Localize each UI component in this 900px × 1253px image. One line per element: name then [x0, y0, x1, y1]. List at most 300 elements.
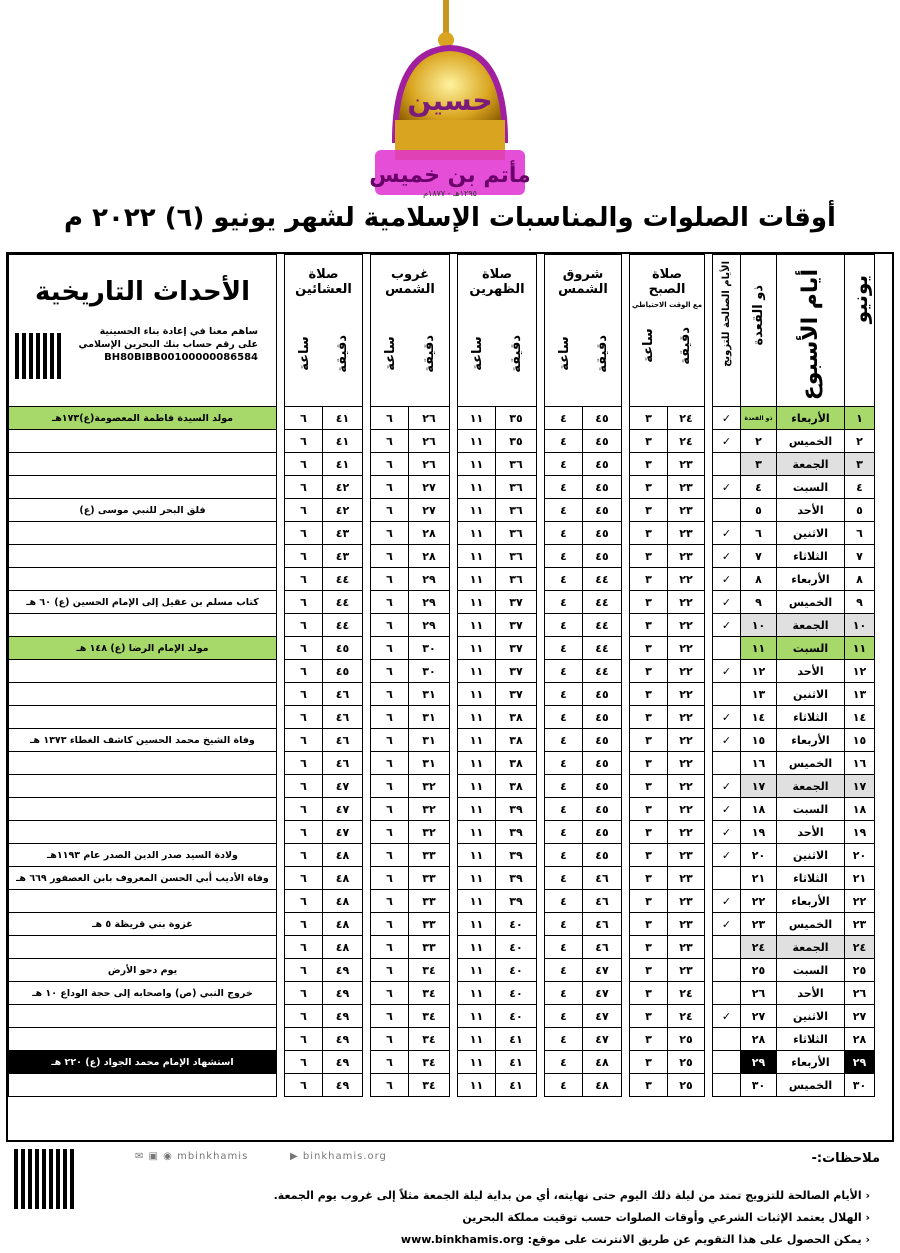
isha-minute: ٤٩	[323, 959, 363, 982]
weekday: الأربعاء	[777, 729, 845, 752]
isha-hour: ٦	[285, 775, 323, 798]
fajr-hour: ٣	[630, 637, 668, 660]
isha-hour: ٦	[285, 522, 323, 545]
weekday: الجمعة	[777, 936, 845, 959]
fajr-hour: ٣	[630, 913, 668, 936]
sunrise-minute: ٤٤	[583, 591, 622, 614]
calendar-row	[9, 752, 875, 775]
sunrise-hour: ٤	[545, 545, 583, 568]
weekday: الأربعاء	[777, 407, 845, 430]
hijri-day: ٢٩	[741, 1051, 777, 1074]
gregorian-day: ٣	[845, 453, 875, 476]
sunset-minute: ٣١	[409, 683, 450, 706]
dhuhr-minute: ٣٩	[496, 821, 537, 844]
calendar-row	[9, 821, 875, 844]
isha-hour: ٦	[285, 890, 323, 913]
sunset-hour: ٦	[371, 844, 409, 867]
sunrise-hour: ٤	[545, 476, 583, 499]
sunrise-minute: ٤٨	[583, 1074, 622, 1097]
weekday: الاثنين	[777, 522, 845, 545]
gregorian-day: ٩	[845, 591, 875, 614]
hijri-day: ٣٠	[741, 1074, 777, 1097]
marriage-check: ✓	[713, 660, 741, 683]
gregorian-day: ٤	[845, 476, 875, 499]
dhuhr-minute: ٣٦	[496, 499, 537, 522]
sunrise-minute: ٤٥	[583, 775, 622, 798]
marriage-check: ✓	[713, 821, 741, 844]
fajr-hour: ٣	[630, 1074, 668, 1097]
hijri-day: ٢	[741, 430, 777, 453]
dhuhr-minute: ٣٥	[496, 407, 537, 430]
fajr-hour: ٣	[630, 936, 668, 959]
sunset-hour: ٦	[371, 499, 409, 522]
sunset-minute: ٣١	[409, 752, 450, 775]
bullet-icon: ‹	[861, 1211, 870, 1224]
month-header: يونيو	[845, 255, 875, 407]
hijri-day: ٢٠	[741, 844, 777, 867]
isha-minute: ٤١	[323, 430, 363, 453]
hijri-day: ١٢	[741, 660, 777, 683]
dhuhr-hour: ١١	[458, 844, 496, 867]
event	[9, 775, 277, 798]
fajr-minute: ٢٣	[668, 936, 705, 959]
fajr-minute: ٢٣	[668, 890, 705, 913]
sunset-hour: ٦	[371, 660, 409, 683]
dhuhr-hour: ١١	[458, 821, 496, 844]
weekday: الخميس	[777, 913, 845, 936]
dhuhr-minute: ٣٨	[496, 706, 537, 729]
svg-text:١٢٩٥هـ - ١٨٧٧م: ١٢٩٥هـ - ١٨٧٧م	[423, 189, 477, 198]
sunset-minute: ٣٤	[409, 959, 450, 982]
isha-minute: ٤٨	[323, 844, 363, 867]
hijri-day: ١٠	[741, 614, 777, 637]
hijri-day: ٨	[741, 568, 777, 591]
sunrise-minute: ٤٥	[583, 706, 622, 729]
fajr-hour: ٣	[630, 614, 668, 637]
event	[9, 1005, 277, 1028]
gregorian-day: ٢٨	[845, 1028, 875, 1051]
marriage-check: ✓	[713, 522, 741, 545]
event: كتاب مسلم بن عقيل إلى الإمام الحسين (ع) ٦٠ هـ	[9, 591, 277, 614]
event	[9, 936, 277, 959]
isha-hour: ٦	[285, 798, 323, 821]
sunset-minute: ٣١	[409, 729, 450, 752]
weekday: الأحد	[777, 982, 845, 1005]
isha-hour: ٦	[285, 1074, 323, 1097]
youtube-handle[interactable]: ▶ binkhamis.org	[290, 1151, 387, 1162]
hijri-day: ١٨	[741, 798, 777, 821]
isha-hour: ٦	[285, 1028, 323, 1051]
sunrise-hour: ٤	[545, 959, 583, 982]
calendar-row	[9, 959, 875, 982]
isha-hour: ٦	[285, 936, 323, 959]
gregorian-day: ٣٠	[845, 1074, 875, 1097]
bullet-icon: ‹	[861, 1233, 870, 1246]
sunrise-hour: ٤	[545, 568, 583, 591]
sunset-hour: ٦	[371, 752, 409, 775]
dhuhr-minute: ٣٧	[496, 683, 537, 706]
dhuhr-minute: ٣٨	[496, 729, 537, 752]
fajr-minute: ٢٤	[668, 407, 705, 430]
sunset-hour: ٦	[371, 430, 409, 453]
sunset-minute: ٢٧	[409, 499, 450, 522]
fajr-minute: ٢٢	[668, 706, 705, 729]
gregorian-day: ٢٢	[845, 890, 875, 913]
fajr-hour: ٣	[630, 453, 668, 476]
weekday-header: أيام الأسبوع	[777, 255, 845, 407]
isha-minute: ٤٨	[323, 890, 363, 913]
isha-hour: ٦	[285, 568, 323, 591]
sunset-minute: ٢٨	[409, 545, 450, 568]
fajr-minute: ٢٣	[668, 844, 705, 867]
sunrise-minute: ٤٤	[583, 614, 622, 637]
weekday: السبت	[777, 959, 845, 982]
sunrise-minute: ٤٧	[583, 1028, 622, 1051]
weekday: الأربعاء	[777, 890, 845, 913]
sunrise-hour: ٤	[545, 591, 583, 614]
sunrise-hour: ٤	[545, 706, 583, 729]
calendar-row	[9, 568, 875, 591]
weekday: الاثنين	[777, 1005, 845, 1028]
isha-minute: ٤٩	[323, 982, 363, 1005]
sunrise-minute: ٤٥	[583, 522, 622, 545]
gregorian-day: ١٥	[845, 729, 875, 752]
sunset-minute: ٣٢	[409, 798, 450, 821]
event: يوم دحو الأرض	[9, 959, 277, 982]
footer	[0, 1145, 900, 1253]
fajr-hour: ٣	[630, 844, 668, 867]
sunset-minute: ٣٤	[409, 982, 450, 1005]
calendar-row	[9, 775, 875, 798]
event	[9, 476, 277, 499]
sunset-minute: ٢٩	[409, 591, 450, 614]
dhuhr-minute: ٣٧	[496, 660, 537, 683]
isha-header: صلاة العشائين دقيقة ساعة	[285, 255, 363, 407]
dhuhr-minute: ٣٩	[496, 867, 537, 890]
sunset-minute: ٣٠	[409, 660, 450, 683]
marriage-check	[713, 867, 741, 890]
note-marriage: ‹ الأيام الصالحة للتزويج تمتد من ليلة ذلك اليوم حتى نهايته، أي من بداية ليلة الجمعة مثلاً إلى غروب يوم الجمعة.	[273, 1189, 870, 1202]
fajr-minute: ٢٣	[668, 867, 705, 890]
isha-minute: ٤٩	[323, 1005, 363, 1028]
svg-text:حسين: حسين	[407, 84, 493, 117]
sunset-hour: ٦	[371, 729, 409, 752]
dhuhr-hour: ١١	[458, 1028, 496, 1051]
prayer-calendar-table	[8, 254, 875, 1097]
marriage-check	[713, 1051, 741, 1074]
fajr-hour: ٣	[630, 890, 668, 913]
dhuhr-hour: ١١	[458, 798, 496, 821]
isha-minute: ٤٦	[323, 683, 363, 706]
fajr-minute: ٢٥	[668, 1074, 705, 1097]
weekday: الخميس	[777, 752, 845, 775]
calendar-row	[9, 706, 875, 729]
weekday: الأربعاء	[777, 568, 845, 591]
isha-hour: ٦	[285, 706, 323, 729]
isha-minute: ٤٣	[323, 522, 363, 545]
calendar-row	[9, 844, 875, 867]
weekday: الأحد	[777, 660, 845, 683]
fajr-minute: ٢٥	[668, 1051, 705, 1074]
sunrise-minute: ٤٧	[583, 982, 622, 1005]
marriage-check: ✓	[713, 407, 741, 430]
dhuhr-hour: ١١	[458, 614, 496, 637]
gregorian-day: ١٩	[845, 821, 875, 844]
calendar-row	[9, 407, 875, 430]
event	[9, 683, 277, 706]
dhuhr-minute: ٣٥	[496, 430, 537, 453]
hijri-header: ذو القعدة	[741, 255, 777, 407]
dhuhr-minute: ٣٩	[496, 844, 537, 867]
event	[9, 430, 277, 453]
isha-hour: ٦	[285, 637, 323, 660]
fajr-hour: ٣	[630, 683, 668, 706]
calendar-row	[9, 867, 875, 890]
hijri-day: ١٣	[741, 683, 777, 706]
fajr-hour: ٣	[630, 499, 668, 522]
event: مولد السيدة فاطمة المعصومة(ع)١٧٣هـ	[9, 407, 277, 430]
isha-hour: ٦	[285, 407, 323, 430]
sunrise-minute: ٤٥	[583, 430, 622, 453]
gregorian-day: ١٤	[845, 706, 875, 729]
dhuhr-minute: ٣٦	[496, 453, 537, 476]
dhuhr-minute: ٣٧	[496, 637, 537, 660]
sunrise-minute: ٤٧	[583, 1005, 622, 1028]
fajr-hour: ٣	[630, 430, 668, 453]
dhuhr-minute: ٤٠	[496, 959, 537, 982]
gregorian-day: ٢٩	[845, 1051, 875, 1074]
hijri-day: ٦	[741, 522, 777, 545]
event: وفاة الأديب أبي الحسن المعروف بابن العصفور ٦٦٩ هـ	[9, 867, 277, 890]
hijri-day: ٢١	[741, 867, 777, 890]
sunset-minute: ٢٦	[409, 407, 450, 430]
gregorian-day: ١٠	[845, 614, 875, 637]
marriage-check: ✓	[713, 775, 741, 798]
isha-minute: ٤٩	[323, 1051, 363, 1074]
isha-minute: ٤١	[323, 453, 363, 476]
sunset-minute: ٣٤	[409, 1051, 450, 1074]
sunset-minute: ٢٧	[409, 476, 450, 499]
isha-hour: ٦	[285, 1005, 323, 1028]
gregorian-day: ٢٦	[845, 982, 875, 1005]
sunset-hour: ٦	[371, 522, 409, 545]
dhuhr-minute: ٣٦	[496, 476, 537, 499]
dhuhr-hour: ١١	[458, 568, 496, 591]
dhuhr-minute: ٤١	[496, 1051, 537, 1074]
calendar-row	[9, 545, 875, 568]
sunset-hour: ٦	[371, 706, 409, 729]
fajr-minute: ٢٣	[668, 522, 705, 545]
marriage-check: ✓	[713, 545, 741, 568]
event: فلق البحر للنبي موسى (ع)	[9, 499, 277, 522]
sunrise-hour: ٤	[545, 614, 583, 637]
fajr-minute: ٢٢	[668, 775, 705, 798]
sunrise-minute: ٤٤	[583, 568, 622, 591]
calendar-row	[9, 660, 875, 683]
event	[9, 1028, 277, 1051]
calendar-row	[9, 430, 875, 453]
dhuhr-hour: ١١	[458, 982, 496, 1005]
fajr-minute: ٢٤	[668, 1005, 705, 1028]
gregorian-day: ٢٠	[845, 844, 875, 867]
calendar-row	[9, 453, 875, 476]
marriage-check: ✓	[713, 591, 741, 614]
sunrise-hour: ٤	[545, 1005, 583, 1028]
fajr-minute: ٢٣	[668, 545, 705, 568]
social-handle[interactable]: ✉ ▣ ◉ mbinkhamis	[135, 1151, 249, 1162]
svg-text:مأتم بن خميس: مأتم بن خميس	[369, 163, 531, 188]
hijri-day: ٢٨	[741, 1028, 777, 1051]
dhuhr-hour: ١١	[458, 1005, 496, 1028]
fajr-hour: ٣	[630, 752, 668, 775]
fajr-hour: ٣	[630, 798, 668, 821]
gregorian-day: ٢٥	[845, 959, 875, 982]
hijri-day: ٩	[741, 591, 777, 614]
weekday: الاثنين	[777, 683, 845, 706]
marriage-check	[713, 982, 741, 1005]
fajr-hour: ٣	[630, 568, 668, 591]
sunrise-header: شروق الشمس دقيقة ساعة	[545, 255, 622, 407]
fajr-minute: ٢٢	[668, 568, 705, 591]
sunset-minute: ٣٣	[409, 867, 450, 890]
sunset-minute: ٣٤	[409, 1074, 450, 1097]
gregorian-day: ٢٧	[845, 1005, 875, 1028]
social-icons: ✉ ▣ ◉	[135, 1151, 178, 1162]
marriage-check: ✓	[713, 798, 741, 821]
sunset-hour: ٦	[371, 568, 409, 591]
isha-hour: ٦	[285, 959, 323, 982]
event	[9, 798, 277, 821]
isha-minute: ٤٢	[323, 499, 363, 522]
sunrise-minute: ٤٥	[583, 683, 622, 706]
fajr-minute: ٢٢	[668, 752, 705, 775]
isha-hour: ٦	[285, 844, 323, 867]
note-moon: ‹ الهلال يعتمد الإثبات الشرعي وأوقات الصلوات حسب توقيت مملكة البحرين	[462, 1211, 870, 1224]
dhuhr-hour: ١١	[458, 706, 496, 729]
weekday: الأحد	[777, 499, 845, 522]
donation-qr-code	[15, 333, 61, 379]
fajr-hour: ٣	[630, 775, 668, 798]
hijri-day: ١٧	[741, 775, 777, 798]
hijri-day: ٢٣	[741, 913, 777, 936]
weekday: الثلاثاء	[777, 706, 845, 729]
event: استشهاد الإمام محمد الجواد (ع) ٢٢٠ هـ	[9, 1051, 277, 1074]
hijri-day: ٢٤	[741, 936, 777, 959]
fajr-hour: ٣	[630, 407, 668, 430]
sunset-minute: ٣١	[409, 706, 450, 729]
fajr-hour: ٣	[630, 545, 668, 568]
fajr-minute: ٢٢	[668, 660, 705, 683]
event	[9, 453, 277, 476]
sunrise-minute: ٤٥	[583, 499, 622, 522]
isha-hour: ٦	[285, 821, 323, 844]
event: ولادة السيد صدر الدين الصدر عام ١١٩٣هـ	[9, 844, 277, 867]
calendar-row	[9, 936, 875, 959]
fajr-hour: ٣	[630, 660, 668, 683]
fajr-minute: ٢٤	[668, 430, 705, 453]
fajr-header: صلاة الصبح مع الوقت الاحتياطي دقيقة ساعة	[630, 255, 705, 407]
sunrise-hour: ٤	[545, 821, 583, 844]
sunset-hour: ٦	[371, 1074, 409, 1097]
sunset-hour: ٦	[371, 1028, 409, 1051]
sunrise-hour: ٤	[545, 867, 583, 890]
marriage-check	[713, 1028, 741, 1051]
gregorian-day: ١٦	[845, 752, 875, 775]
isha-minute: ٤٦	[323, 752, 363, 775]
dhuhr-minute: ٤٠	[496, 936, 537, 959]
dhuhr-minute: ٤٠	[496, 982, 537, 1005]
dhuhr-minute: ٤٠	[496, 1005, 537, 1028]
dhuhr-hour: ١١	[458, 522, 496, 545]
sunrise-minute: ٤٥	[583, 844, 622, 867]
sunset-minute: ٣٤	[409, 1028, 450, 1051]
gregorian-day: ١١	[845, 637, 875, 660]
hijri-day: ٣	[741, 453, 777, 476]
sunset-minute: ٢٦	[409, 453, 450, 476]
isha-minute: ٤٨	[323, 936, 363, 959]
sunset-hour: ٦	[371, 867, 409, 890]
isha-minute: ٤٣	[323, 545, 363, 568]
sunrise-hour: ٤	[545, 936, 583, 959]
dhuhr-hour: ١١	[458, 637, 496, 660]
sunset-hour: ٦	[371, 1051, 409, 1074]
dhuhr-header: صلاة الظهرين دقيقة ساعة	[458, 255, 537, 407]
sunrise-hour: ٤	[545, 775, 583, 798]
isha-hour: ٦	[285, 913, 323, 936]
sunrise-hour: ٤	[545, 407, 583, 430]
dhuhr-minute: ٣٦	[496, 522, 537, 545]
sunset-minute: ٢٦	[409, 430, 450, 453]
dhuhr-hour: ١١	[458, 1074, 496, 1097]
marriage-check	[713, 683, 741, 706]
marriage-check: ✓	[713, 476, 741, 499]
sunrise-hour: ٤	[545, 1051, 583, 1074]
dhuhr-minute: ٣٨	[496, 752, 537, 775]
dhuhr-hour: ١١	[458, 1051, 496, 1074]
isha-hour: ٦	[285, 729, 323, 752]
gregorian-day: ١	[845, 407, 875, 430]
fajr-hour: ٣	[630, 522, 668, 545]
sunset-minute: ٣٣	[409, 844, 450, 867]
fajr-hour: ٣	[630, 1028, 668, 1051]
marriage-check	[713, 752, 741, 775]
isha-minute: ٤٥	[323, 660, 363, 683]
sunset-hour: ٦	[371, 407, 409, 430]
isha-hour: ٦	[285, 683, 323, 706]
dhuhr-hour: ١١	[458, 407, 496, 430]
isha-minute: ٤٤	[323, 568, 363, 591]
event: وفاة الشيخ محمد الحسين كاشف الغطاء ١٣٧٣ هـ	[9, 729, 277, 752]
dhuhr-hour: ١١	[458, 430, 496, 453]
sunset-minute: ٢٩	[409, 614, 450, 637]
isha-minute: ٤٨	[323, 913, 363, 936]
weekday: الثلاثاء	[777, 1028, 845, 1051]
marriage-check	[713, 453, 741, 476]
sunrise-hour: ٤	[545, 453, 583, 476]
sunset-hour: ٦	[371, 683, 409, 706]
sunrise-minute: ٤٤	[583, 660, 622, 683]
calendar-row	[9, 729, 875, 752]
isha-minute: ٤٨	[323, 867, 363, 890]
matam-logo	[355, 0, 545, 200]
fajr-minute: ٢٣	[668, 476, 705, 499]
event: غزوة بني قريظة ٥ هـ	[9, 913, 277, 936]
marriage-check: ✓	[713, 430, 741, 453]
marriage-check	[713, 499, 741, 522]
isha-hour: ٦	[285, 499, 323, 522]
weekday: الخميس	[777, 430, 845, 453]
isha-hour: ٦	[285, 591, 323, 614]
